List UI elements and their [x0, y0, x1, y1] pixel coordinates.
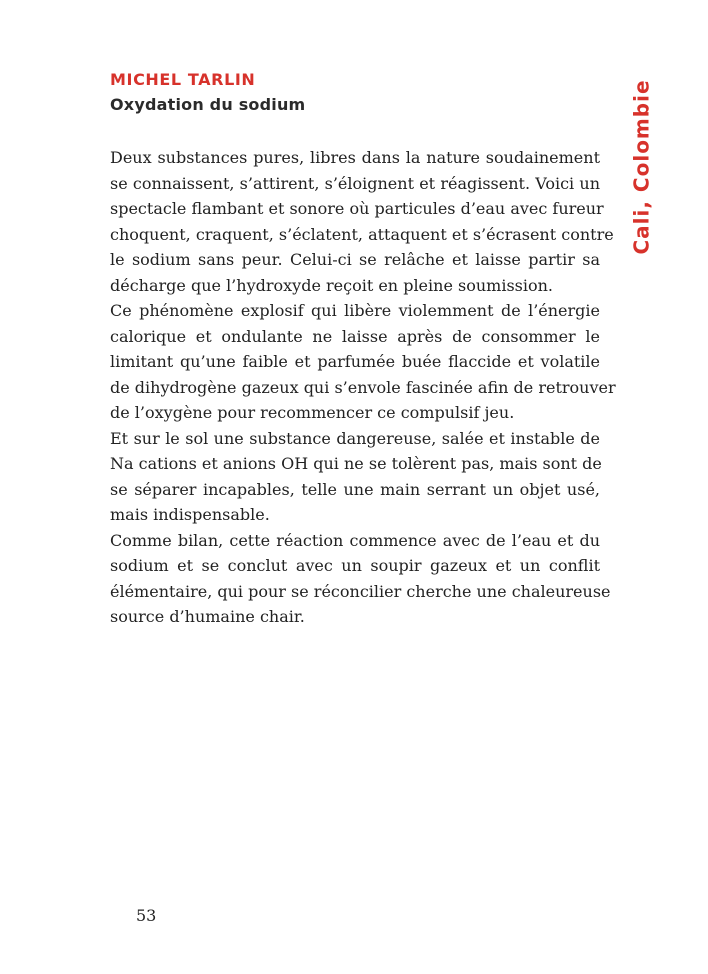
author-name: MICHEL TARLIN	[110, 70, 256, 89]
poem-line: le sodium sans peur. Celui-ci se relâche et laisse partir sa	[110, 250, 600, 269]
poem-line: Ce phénomène explosif qui libère violemment de l’énergie	[110, 301, 600, 320]
poem-line: de dihydrogène gazeux qui s’envole fascinée afin de retrouver	[110, 377, 616, 397]
poem-line: Na cations et anions OH qui ne se tolèrent pas, mais sont de	[110, 454, 602, 473]
poem-line: source d’humaine chair.	[110, 607, 305, 626]
page-number: 53	[136, 906, 157, 925]
poem-line: mais indispensable.	[110, 505, 270, 524]
poem-line: spectacle flambant et sonore où particules d’eau avec fureur	[110, 199, 604, 218]
poem-line: se séparer incapables, telle une main serrant un objet usé,	[110, 479, 600, 499]
poem-line: élémentaire, qui pour se réconcilier cherche une chaleureuse	[110, 581, 611, 601]
poem-line: de l’oxygène pour recommencer ce compulsif jeu.	[110, 403, 515, 422]
poem-line: Comme bilan, cette réaction commence avec de l’eau et du	[110, 530, 600, 550]
poem-line: sodium et se conclut avec un soupir gazeux et un conflit	[110, 556, 600, 575]
poem-title: Oxydation du sodium	[110, 95, 306, 114]
poem-line: se connaissent, s’attirent, s’éloignent et réagissent. Voici un	[110, 173, 600, 193]
poem-line: limitant qu’une faible et parfumée buée flaccide et volatile	[110, 352, 600, 371]
poem-line: Et sur le sol une substance dangereuse, salée et instable de	[110, 428, 600, 448]
poem-line: Deux substances pures, libres dans la nature soudainement	[110, 148, 600, 167]
poem-line: calorique et ondulante ne laisse après de consommer le	[110, 326, 600, 346]
location-text: Cali, Colombie	[630, 79, 655, 255]
poem-body	[110, 145, 616, 630]
poem-line: décharge que l’hydroxyde reçoit en pleine soumission.	[110, 275, 553, 295]
poem-line: choquent, craquent, s’éclatent, attaquent et s’écrasent contre	[110, 224, 614, 244]
location-label	[622, 72, 662, 262]
